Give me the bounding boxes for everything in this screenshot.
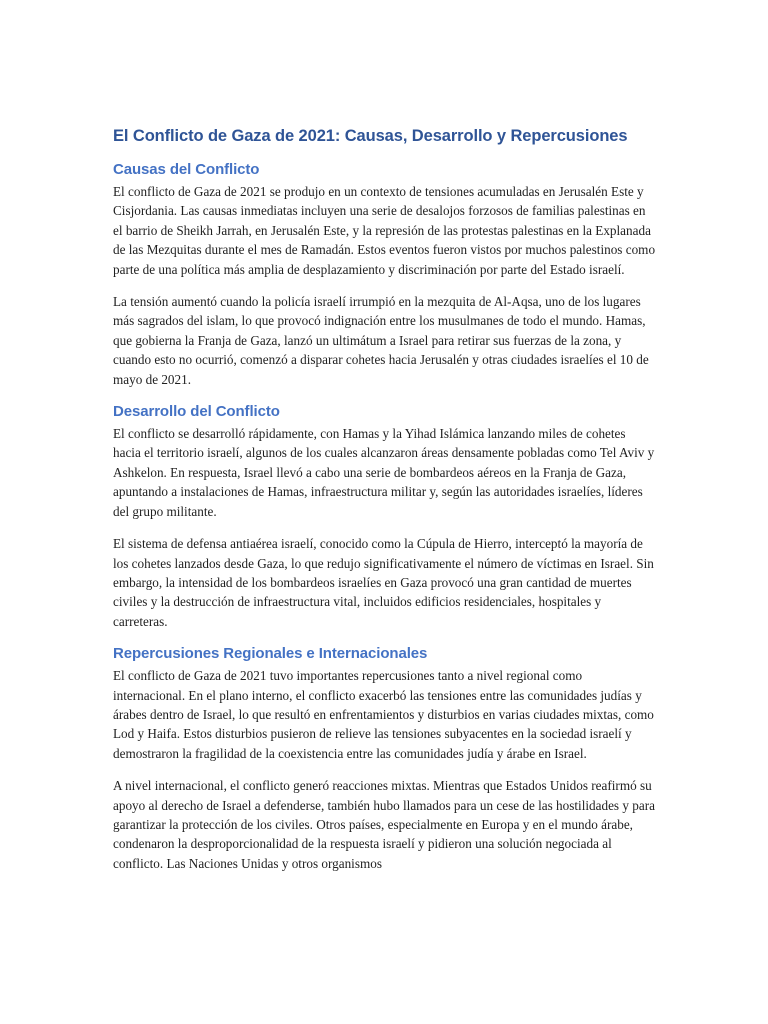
paragraph: A nivel internacional, el conflicto generó reacciones mixtas. Mientras que Estados Unidos reafirmó su apoyo al derecho de Israel a defenderse, también hubo llamados para un cese de las hostilidades y para garantizar la protección de los civiles. Otros países, especialmente en Europa y en el mundo árabe, condenaron la desproporcionalidad de la respuesta israelí y pidieron una solución negociada al conflicto. Las Naciones Unidas y otros organismos	[113, 778, 655, 871]
paragraph: El sistema de defensa antiaérea israelí, conocido como la Cúpula de Hierro, interceptó la mayoría de los cohetes lanzados desde Gaza, lo que redujo significativamente el número de víctimas en Israel. Sin embargo, la intensidad de los bombardeos israelíes en Gaza provocó una gran cantidad de muertes civiles y la destrucción de infraestructura vital, incluidos edificios residenciales, hospitales y carreteras.	[113, 536, 654, 629]
section-desarrollo	[113, 402, 656, 631]
section-heading: Repercusiones Regionales e Internacionales	[113, 645, 428, 663]
section-heading: Causas del Conflicto	[113, 161, 260, 178]
section-heading: Desarrollo del Conflicto	[113, 403, 280, 421]
section-causas	[113, 160, 656, 389]
document-title: El Conflicto de Gaza de 2021: Causas, Desarrollo y Repercusiones	[113, 127, 628, 145]
paragraph: El conflicto de Gaza de 2021 tuvo importantes repercusiones tanto a nivel regional como internacional. En el plano interno, el conflicto exacerbó las tensiones entre las comunidades judías y árabes dentro de Israel, lo que resultó en enfrentamientos y disturbios en varias ciudades mixtas, como Lod y Haifa. Estos disturbios pusieron de relieve las tensiones subyacentes en la sociedad israelí y demostraron la fragilidad de la coexistencia entre las comunidades judía y árabe en Israel.	[113, 668, 654, 761]
section-repercusiones	[113, 644, 656, 873]
paragraph: El conflicto se desarrolló rápidamente, con Hamas y la Yihad Islámica lanzando miles de cohetes hacia el territorio israelí, algunos de los cuales alcanzaron áreas densamente pobladas como Tel Aviv y Ashkelon. En respuesta, Israel llevó a cabo una serie de bombardeos aéreos en la Franja de Gaza, apuntando a instalaciones de Hamas, infraestructura militar y, según las autoridades israelíes, líderes del grupo militante.	[113, 426, 655, 519]
paragraph: La tensión aumentó cuando la policía israelí irrumpió en la mezquita de Al-Aqsa, uno de los lugares más sagrados del islam, lo que provocó indignación entre los musulmanes de todo el mundo. Hamas, que gobierna la Franja de Gaza, lanzó un ultimátum a Israel para retirar sus fuerzas de la zona, y cuando esto no ocurrió, comenzó a disparar cohetes hacia Jerusalén y otras ciudades israelíes el 10 de mayo de 2021.	[113, 294, 649, 387]
paragraph: El conflicto de Gaza de 2021 se produjo en un contexto de tensiones acumuladas en Jerusalén Este y Cisjordania. Las causas inmediatas incluyen una serie de desalojos forzosos de familias palestinas en el barrio de Sheikh Jarrah, en Jerusalén Este, y la represión de las protestas palestinas en la Explanada de las Mezquitas durante el mes de Ramadán. Estos eventos fueron vistos por muchos palestinos como parte de una política más amplia de desplazamiento y discriminación por parte del Estado israelí.	[113, 184, 656, 277]
